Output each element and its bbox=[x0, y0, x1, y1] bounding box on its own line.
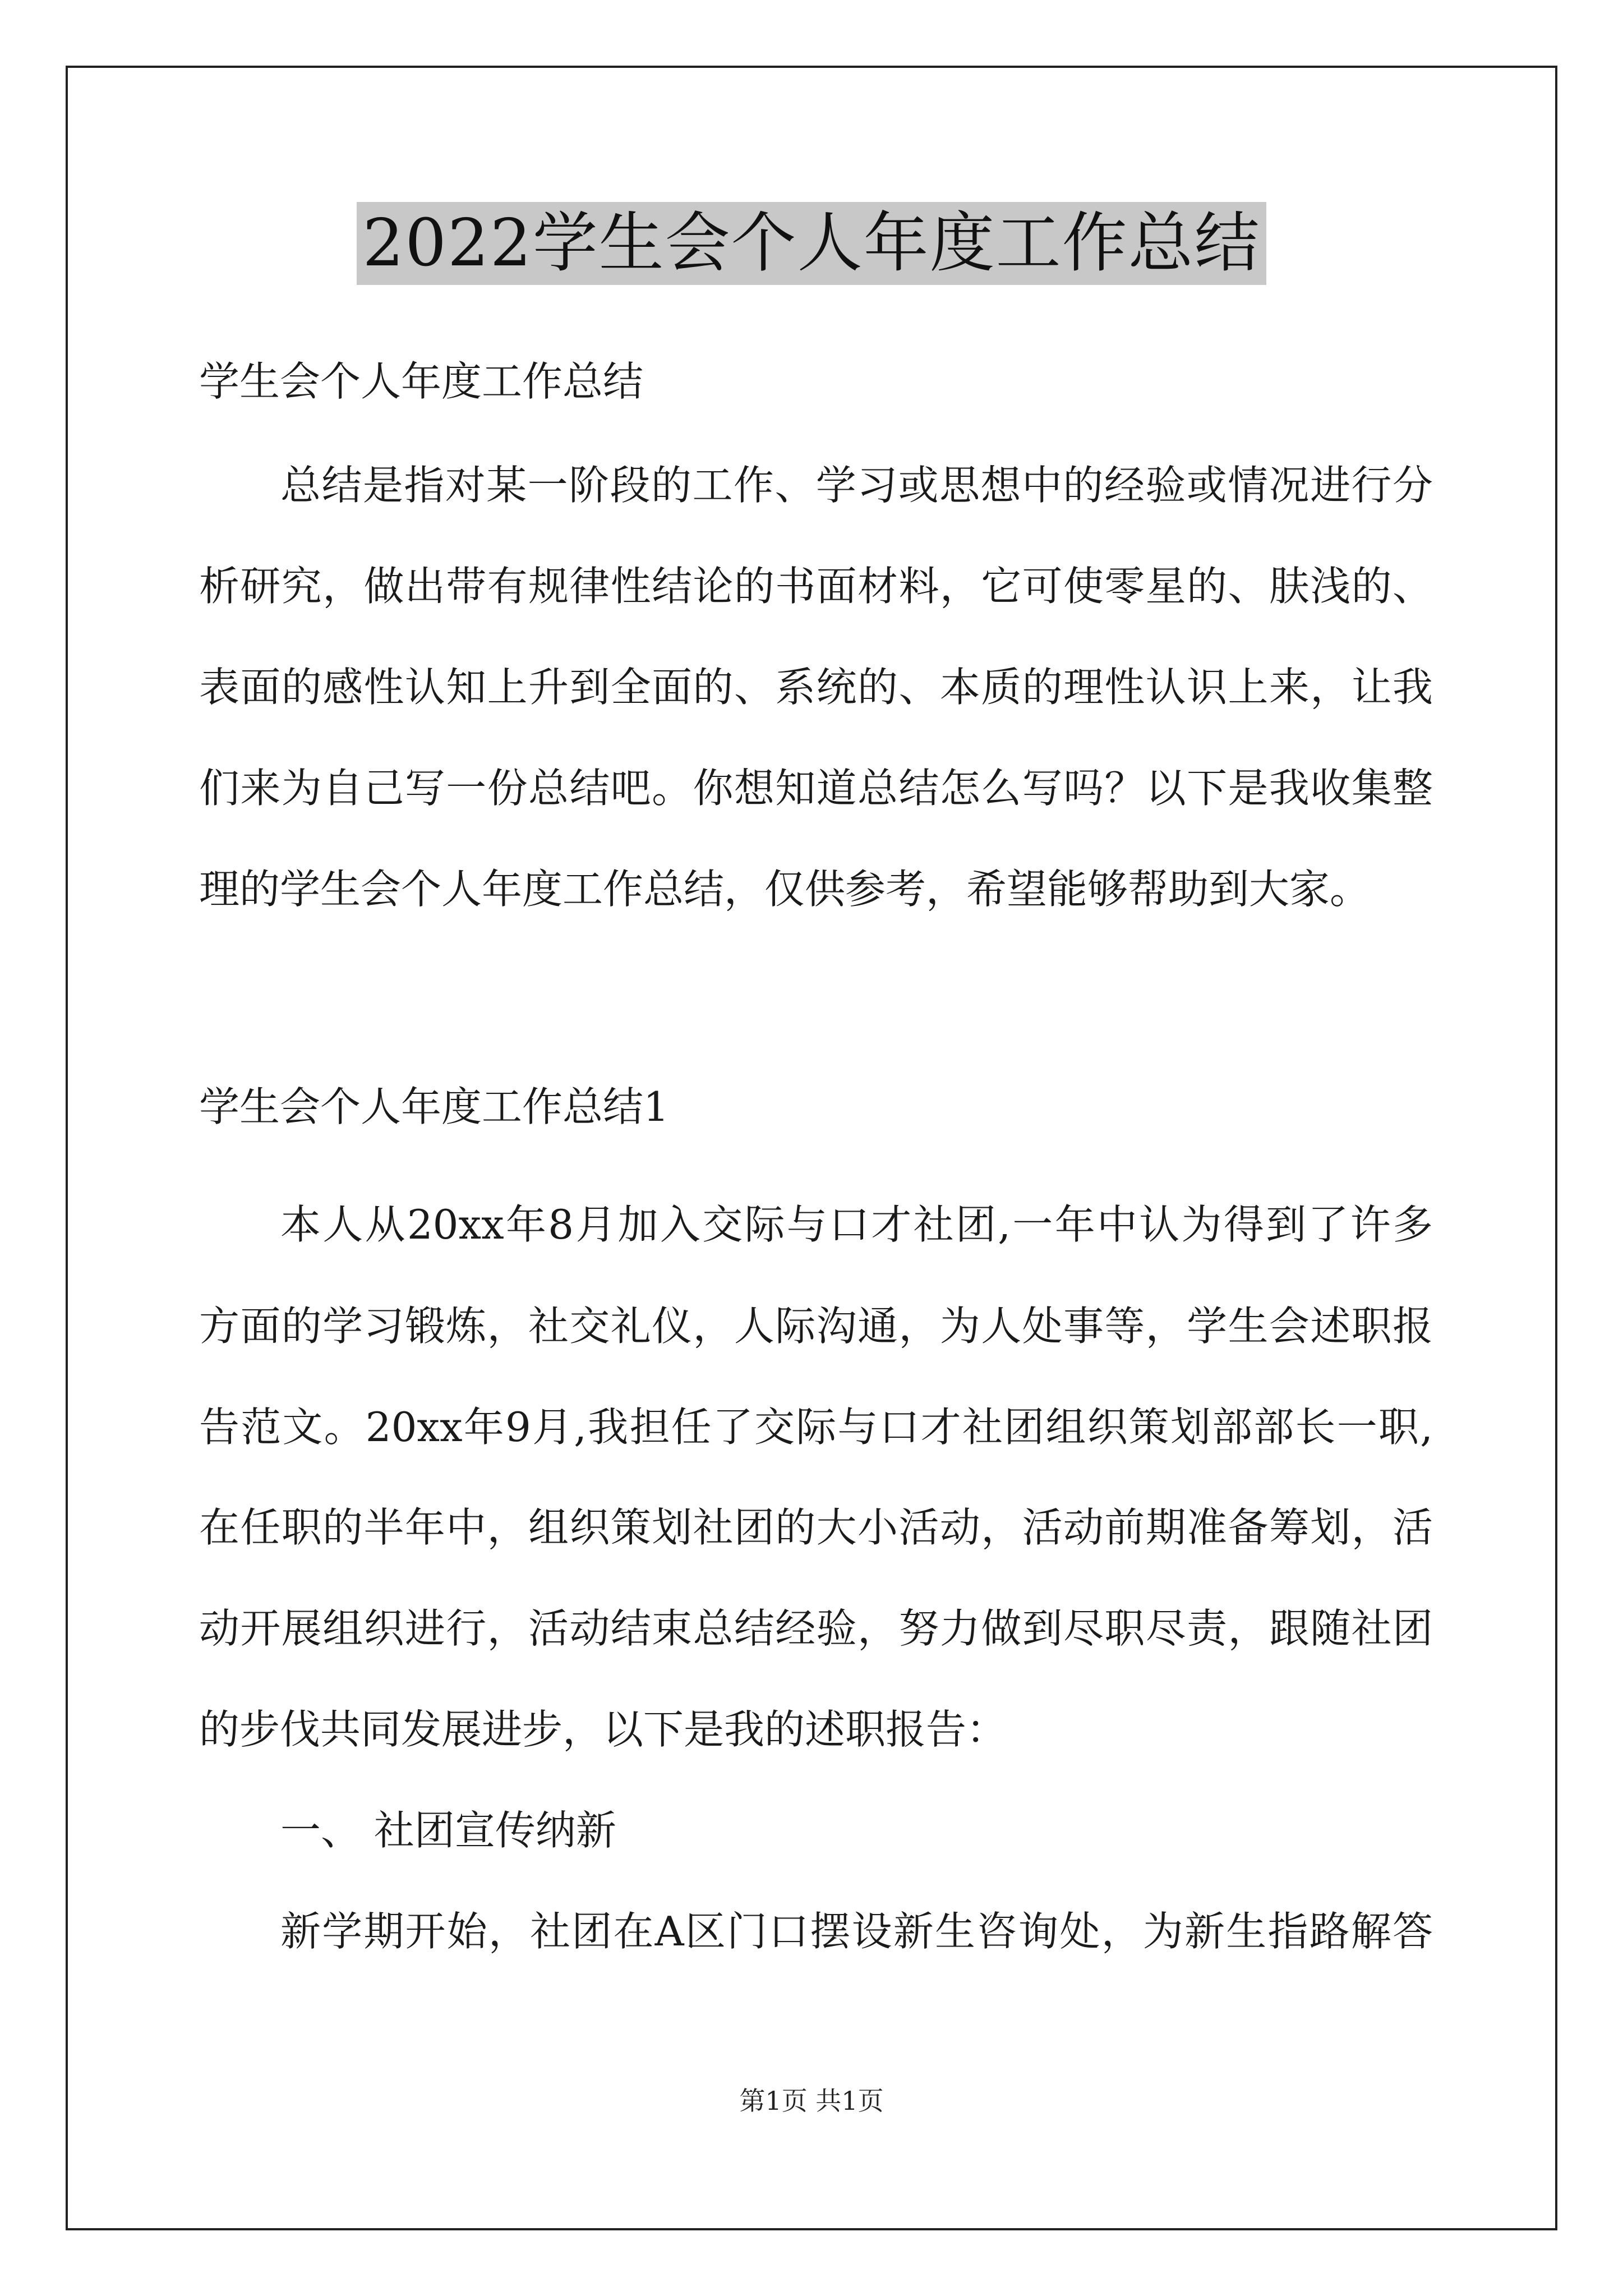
section-line-4: 在任职的半年中，组织策划社团的大小活动，活动前期准备筹划，活 bbox=[199, 1504, 1433, 1551]
intro-line-5: 理的学生会个人年度工作总结，仅供参考，希望能够帮助到大家。 bbox=[199, 866, 1371, 913]
title-container bbox=[0, 202, 1623, 285]
intro-line-2: 析研究，做出带有规律性结论的书面材料，它可使零星的、肤浅的、 bbox=[199, 563, 1433, 610]
intro-line-1: 总结是指对某一阶段的工作、学习或思想中的经验或情况进行分 bbox=[280, 462, 1433, 509]
intro-line-3: 表面的感性认知上升到全面的、系统的、本质的理性认识上来，让我 bbox=[199, 664, 1433, 711]
section-line-6: 的步伐共同发展进步，以下是我的述职报告： bbox=[199, 1706, 1007, 1753]
intro-line-4: 们来为自己写一份总结吧。你想知道总结怎么写吗？以下是我收集整 bbox=[199, 765, 1433, 812]
section-line-2: 方面的学习锻炼，社交礼仪，人际沟通，为人处事等，学生会述职报 bbox=[199, 1303, 1433, 1350]
subtitle: 学生会个人年度工作总结 bbox=[199, 358, 644, 405]
subsection-heading: 一、 社团宣传纳新 bbox=[280, 1807, 616, 1854]
section-line-1: 本人从20xx年8月加入交际与口才社团,一年中认为得到了许多 bbox=[280, 1201, 1433, 1248]
subsection-line-1: 新学期开始，社团在A区门口摆设新生咨询处，为新生指路解答 bbox=[280, 1908, 1433, 1955]
section-line-3: 告范文。20xx年9月,我担任了交际与口才社团组织策划部部长一职, bbox=[199, 1404, 1433, 1451]
section-heading: 学生会个人年度工作总结1 bbox=[199, 1083, 669, 1130]
section-line-5: 动开展组织进行，活动结束总结经验，努力做到尽职尽责，跟随社团 bbox=[199, 1605, 1433, 1652]
page-footer: 第1页 共1页 bbox=[739, 2086, 884, 2116]
document-title: 2022学生会个人年度工作总结 bbox=[357, 202, 1266, 285]
